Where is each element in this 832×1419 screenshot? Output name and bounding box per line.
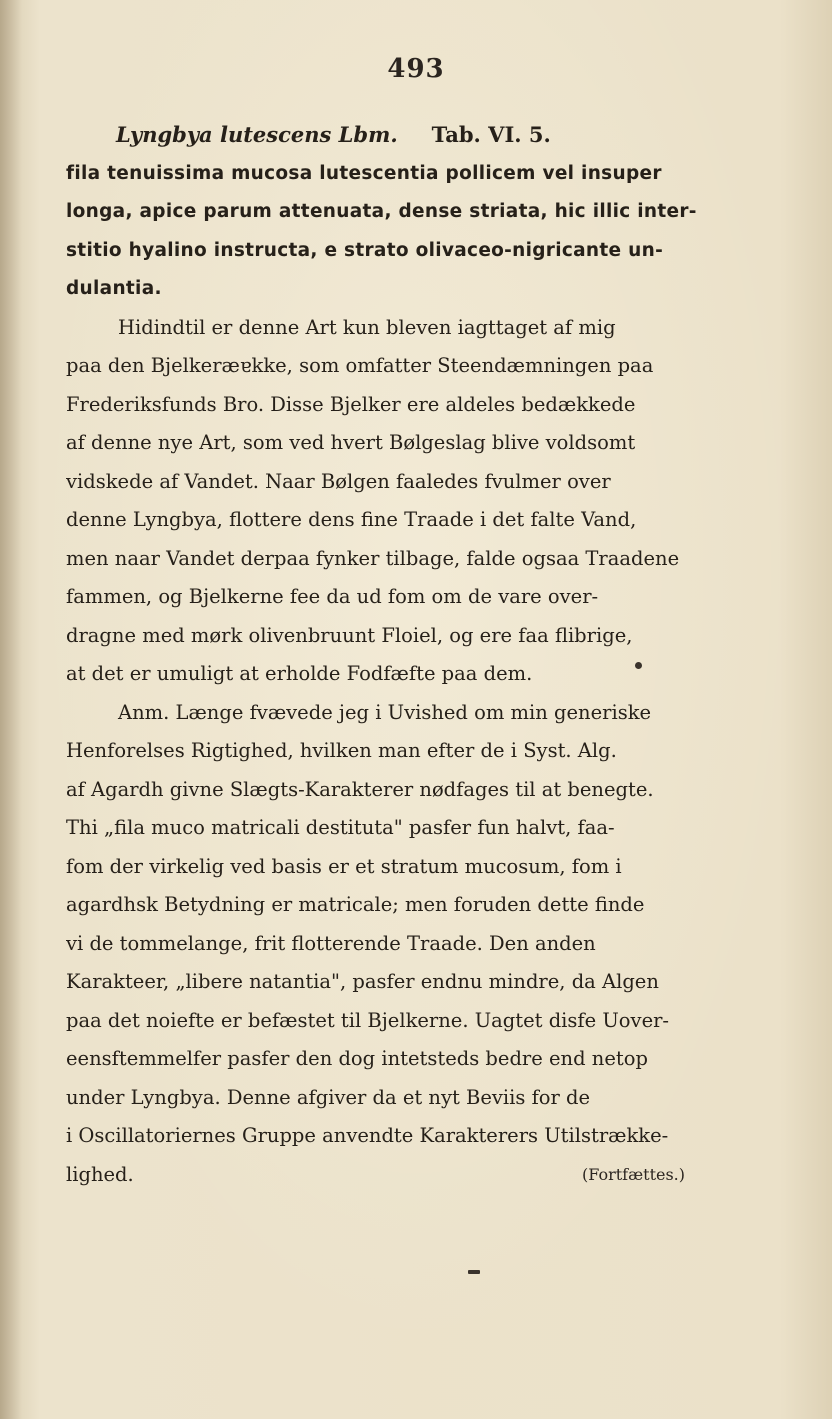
- text-line: denne Lyngbya, flottere dens fine Traade i det falte Vand,: [66, 508, 637, 531]
- text-line: stitio hyalino instructa, e strato olivaceo-nigricante un-: [66, 239, 664, 261]
- text-line: paa det noiefte er befæstet til Bjelkerne. Uagtet disfe Uover-: [66, 1008, 670, 1032]
- text-line: men naar Vandet derpaa fynker tilbage, falde ogsaa Traadene: [66, 546, 680, 570]
- text-line: Frederiksfunds Bro. Disse Bjelker ere aldeles bedækkede: [66, 392, 636, 416]
- continued-note: (Fortfættes.): [582, 1165, 686, 1184]
- species-name: Lyngbya lutescens Lbm.: [116, 122, 398, 147]
- text-line: af Agardh givne Slægts-Karakterer nødfages til at benegte.: [66, 777, 654, 801]
- text-line: dulantia.: [66, 278, 162, 299]
- text-line: eensftemmelfer pasfer den dog intetstedѕ bedre end netop: [66, 1047, 648, 1070]
- text-line: at det er umuligt at erholde Fodfæfte paa dem.: [66, 662, 533, 685]
- text-line: Anm. Længe fvævede jeg i Uvished om min generiske: [118, 700, 652, 724]
- text-line: vi de tommelange, frit flotterende Traade. Den anden: [66, 931, 596, 955]
- text-line: dragne med mørk olivenbruunt Floiel, og ere faa flibrige,: [66, 623, 633, 647]
- ink-dot: [635, 662, 642, 669]
- text-line: fila tenuissima mucosa lutescentia pollicem vel insuper: [66, 162, 662, 184]
- text-line: Henforelses Rigtighed, hvilken man efter de i Syst. Alg.: [66, 739, 617, 762]
- text-line: fom der virkelig ved basis er et stratum mucosum, fom i: [66, 854, 622, 878]
- text-line: vidskede af Vandet. Naar Bølgen faaledes fvulmer over: [66, 469, 611, 493]
- text-line: lighed.: [66, 1162, 134, 1186]
- text-line: paa den Bjelkeræɐkke, som omfatter Steendæmningen paa: [66, 354, 654, 377]
- page-number: 493: [387, 54, 445, 84]
- text-line: i Oscillatoriernes Gruppe anvendte Karakterers Utilstrække-: [66, 1124, 669, 1147]
- page-edge-shadow: [0, 0, 22, 1419]
- text-line: fammen, og Bjelkerne fee da ud fom om de vare over-: [66, 585, 599, 608]
- text-line: under Lyngbya. Denne afgiver da et nyt Beviis for de: [66, 1085, 591, 1109]
- species-heading: [66, 116, 766, 155]
- plate-reference: Tab. VI. 5.: [431, 122, 551, 147]
- text-line: af denne nye Art, som ved hvert Bølgeslag blive voldsomt: [66, 431, 636, 454]
- text-line: agardhsk Betydning er matricale; men foruden dette finde: [66, 893, 645, 916]
- text-line: Thi „fila muco matricali destituta" pasfer fun halvt, faa-: [66, 816, 615, 839]
- text-block: [66, 116, 766, 1194]
- text-line: longa, apice parum attenuata, dense striata, hic illic inter-: [66, 201, 697, 222]
- ink-dash: [468, 1270, 480, 1274]
- text-line: Hidindtil er denne Art kun bleven iagttaget af mig: [118, 315, 616, 339]
- text-line: Karakteer, „libere natantia", pasfer endnu mindre, da Algen: [66, 970, 659, 993]
